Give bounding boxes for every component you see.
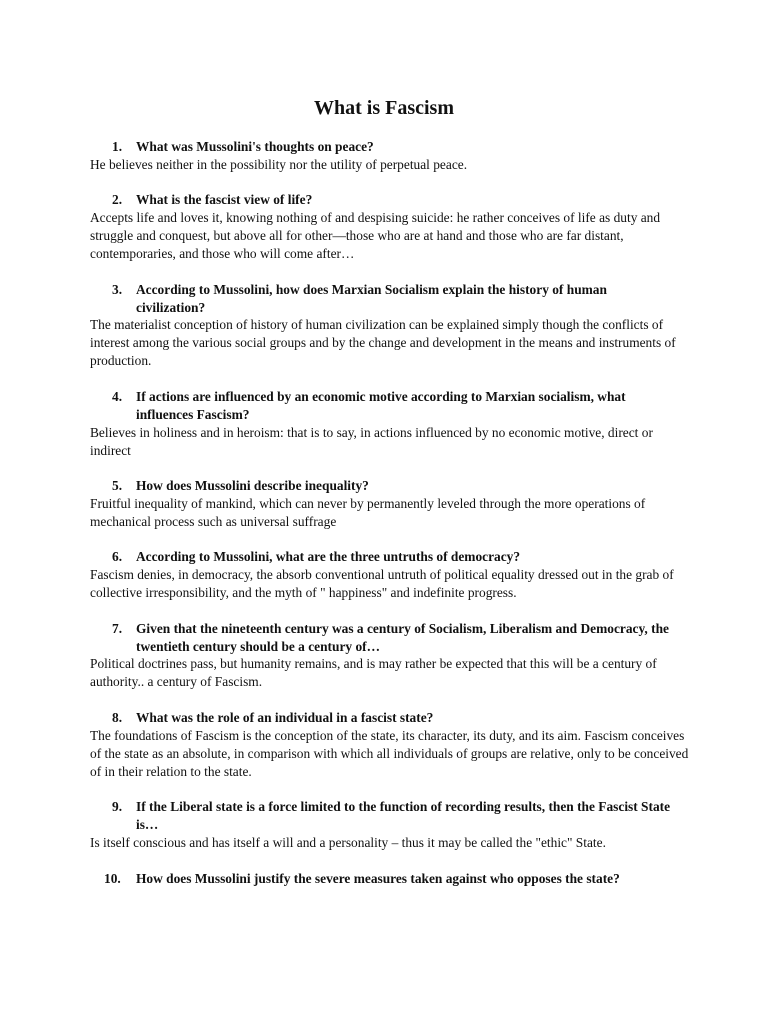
question-text: What was Mussolini's thoughts on peace?: [136, 139, 374, 154]
answer-2: Accepts life and loves it, knowing nothing of and despising suicide: he rather conceives of life as duty and struggle and conquest, but above all for other—those who are at hand and those who are far distant, contemporaries, and those who will come after…: [90, 210, 661, 261]
question-text: What was the role of an individual in a fascist state?: [136, 710, 434, 725]
question-text: Given that the nineteenth century was a century of Socialism, Liberalism and Democracy, the twentieth century should be a century of…: [136, 621, 669, 654]
answer-6: Fascism denies, in democracy, the absorb conventional untruth of political equality dressed out in the grab of collective irresponsibility, and the myth of " happiness" and indefinite progress.: [90, 567, 674, 600]
question-text: If the Liberal state is a force limited to the function of recording results, then the Fascist State is…: [136, 799, 671, 832]
question-number: 9.: [112, 799, 123, 814]
question-number: 8.: [112, 710, 123, 725]
question-number: 1.: [112, 139, 123, 154]
question-number: 10.: [104, 871, 121, 886]
answer-8: The foundations of Fascism is the conception of the state, its character, its duty, and its aim. Fascism conceives of the state as an absolute, in comparison with which all individuals of groups are relative, only to be conceived of in their relation to the state.: [90, 728, 689, 779]
question-number: 2.: [112, 192, 123, 207]
answer-9: Is itself conscious and has itself a will and a personality – thus it may be called the "ethic" State.: [90, 835, 606, 850]
document-title: What is Fascism: [314, 97, 454, 119]
answer-3: The materialist conception of history of human civilization can be explained simply though the conflicts of interest among the various social groups and by the change and development in the means and instruments of production.: [90, 317, 676, 368]
question-text: What is the fascist view of life?: [136, 192, 313, 207]
question-text: According to Mussolini, what are the three untruths of democracy?: [136, 549, 521, 564]
question-text: How does Mussolini justify the severe measures taken against who opposes the state?: [136, 871, 620, 886]
answer-7: Political doctrines pass, but humanity remains, and is may rather be expected that this will be a century of authority.. a century of Fascism.: [90, 656, 657, 689]
answer-5: Fruitful inequality of mankind, which can never by permanently leveled through the more operations of mechanical process such as universal suffrage: [90, 496, 646, 529]
answer-4: Believes in holiness and in heroism: that is to say, in actions influenced by no economic motive, direct or indirect: [90, 425, 653, 458]
question-number: 5.: [112, 478, 123, 493]
question-number: 7.: [112, 621, 123, 636]
answer-1: He believes neither in the possibility nor the utility of perpetual peace.: [90, 157, 468, 172]
question-number: 3.: [112, 282, 123, 297]
question-text: How does Mussolini describe inequality?: [136, 478, 369, 493]
question-number: 4.: [112, 389, 123, 404]
question-number: 6.: [112, 549, 123, 564]
question-text: If actions are influenced by an economic motive according to Marxian socialism, what influences Fascism?: [136, 389, 626, 422]
question-text: According to Mussolini, how does Marxian Socialism explain the history of human civilization?: [136, 282, 607, 315]
